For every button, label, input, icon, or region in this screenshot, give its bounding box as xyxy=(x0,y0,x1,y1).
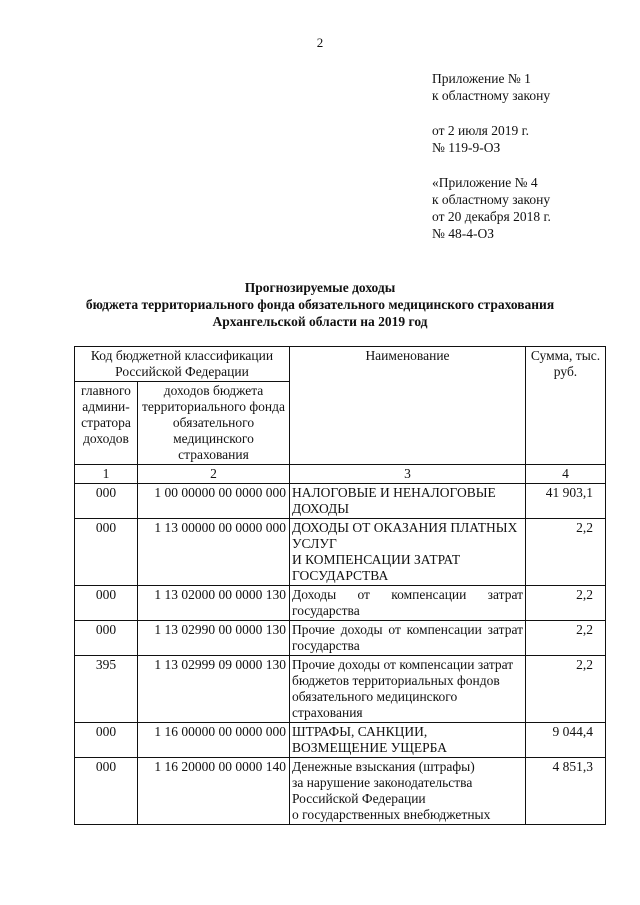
cell-amount: 2,2 xyxy=(526,656,606,723)
cell-amount: 2,2 xyxy=(526,621,606,656)
cell-amount: 41 903,1 xyxy=(526,484,606,519)
table-row xyxy=(75,758,606,825)
title-line-3: Архангельской области на 2019 год xyxy=(212,314,428,329)
header-code-group: Код бюджетной классификации Российской Федерации xyxy=(75,347,290,382)
appendix-line-2: к областному закону xyxy=(432,88,551,103)
appendix-line-1: Приложение № 1 xyxy=(432,71,531,86)
table-row xyxy=(75,621,606,656)
cell-admin: 000 xyxy=(75,621,138,656)
table-row xyxy=(75,723,606,758)
amended-appendix-line-2: к областному закону xyxy=(432,192,551,207)
page-number: 2 xyxy=(316,35,324,50)
cell-amount: 2,2 xyxy=(526,586,606,621)
header-admin: главного админи-стратора доходов xyxy=(75,382,138,465)
cell-admin: 000 xyxy=(75,586,138,621)
amended-appendix-line-1: «Приложение № 4 xyxy=(432,175,538,190)
cell-code: 1 16 20000 00 0000 140 xyxy=(138,758,290,825)
cell-name: Доходы от компенсации затрат государства xyxy=(290,586,526,621)
appendix-header xyxy=(432,70,550,104)
cell-name: ШТРАФЫ, САНКЦИИ, ВОЗМЕЩЕНИЕ УЩЕРБА xyxy=(290,723,526,758)
table-row xyxy=(75,656,606,723)
appendix-date-block xyxy=(432,122,529,156)
title-line-2: бюджета территориального фонда обязательного медицинского страхования xyxy=(85,297,555,312)
cell-code: 1 16 00000 00 0000 000 xyxy=(138,723,290,758)
cell-name: Прочие доходы от компенсации затрат государства xyxy=(290,621,526,656)
column-number-3: 3 xyxy=(290,465,526,484)
appendix-number: № 119-9-ОЗ xyxy=(432,140,501,155)
cell-admin: 395 xyxy=(75,656,138,723)
table-row xyxy=(75,519,606,586)
table-row xyxy=(75,484,606,519)
table-row xyxy=(75,586,606,621)
cell-admin: 000 xyxy=(75,758,138,825)
amended-appendix-number: № 48-4-ОЗ xyxy=(432,226,495,241)
cell-code: 1 13 00000 00 0000 000 xyxy=(138,519,290,586)
column-number-4: 4 xyxy=(526,465,606,484)
cell-name: Прочие доходы от компенсации затрат бюджетов территориальных фондов обязательного медицинского страхования xyxy=(290,656,526,723)
header-amount: Сумма, тыс. руб. xyxy=(526,347,606,465)
column-number-1: 1 xyxy=(75,465,138,484)
cell-amount: 2,2 xyxy=(526,519,606,586)
income-table xyxy=(74,346,606,825)
cell-name: НАЛОГОВЫЕ И НЕНАЛОГОВЫЕ ДОХОДЫ xyxy=(290,484,526,519)
cell-code: 1 13 02000 00 0000 130 xyxy=(138,586,290,621)
header-name: Наименование xyxy=(290,347,526,465)
cell-admin: 000 xyxy=(75,723,138,758)
header-income: доходов бюджета территориального фонда обязательного медицинского страхования xyxy=(138,382,290,465)
title-line-1: Прогнозируемые доходы xyxy=(244,280,396,295)
cell-name: ДОХОДЫ ОТ ОКАЗАНИЯ ПЛАТНЫХ УСЛУГ И КОМПЕНСАЦИИ ЗАТРАТ ГОСУДАРСТВА xyxy=(290,519,526,586)
cell-code: 1 13 02999 09 0000 130 xyxy=(138,656,290,723)
cell-name: Денежные взыскания (штрафы) за нарушение законодательства Российской Федерации о государственных внебюджетных xyxy=(290,758,526,825)
appendix-date: от 2 июля 2019 г. xyxy=(432,123,530,138)
cell-code: 1 00 00000 00 0000 000 xyxy=(138,484,290,519)
cell-amount: 9 044,4 xyxy=(526,723,606,758)
column-number-2: 2 xyxy=(138,465,290,484)
cell-amount: 4 851,3 xyxy=(526,758,606,825)
amended-appendix-date: от 20 декабря 2018 г. xyxy=(432,209,551,224)
cell-admin: 000 xyxy=(75,519,138,586)
document-title xyxy=(0,279,640,330)
amended-appendix-header xyxy=(432,174,551,242)
cell-admin: 000 xyxy=(75,484,138,519)
cell-code: 1 13 02990 00 0000 130 xyxy=(138,621,290,656)
